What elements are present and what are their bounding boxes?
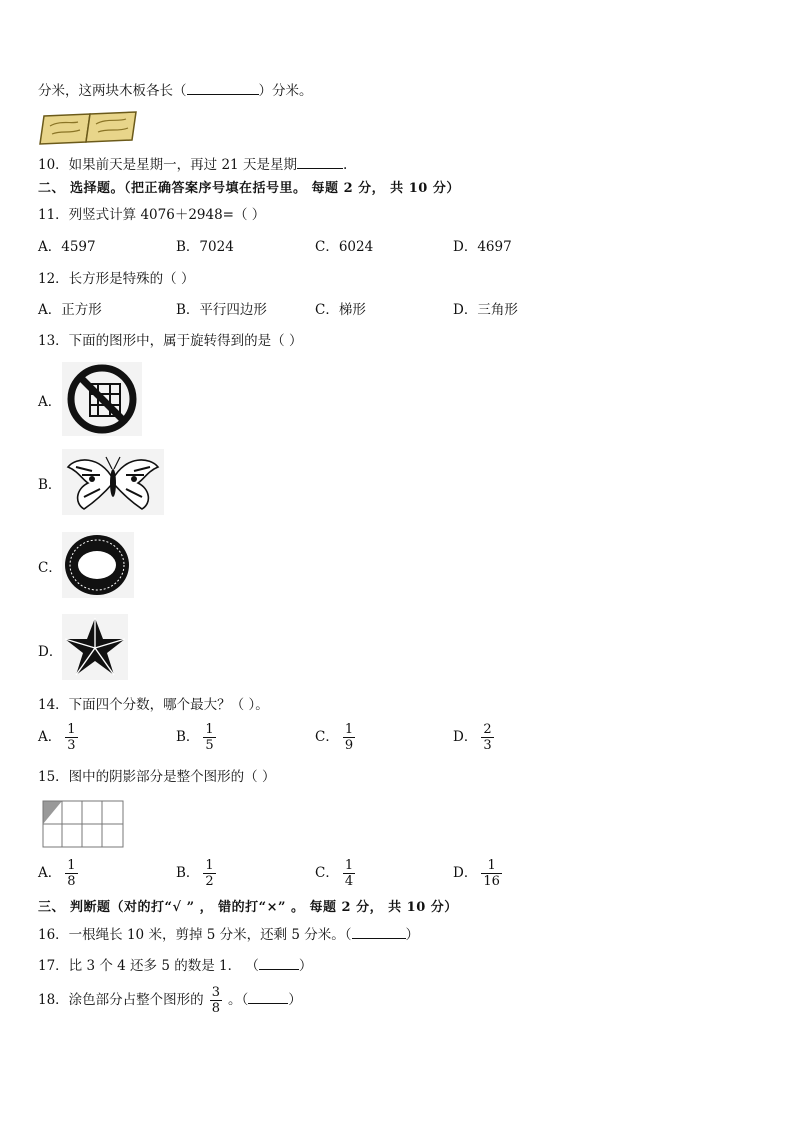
no-books-sign-image: [62, 362, 142, 436]
q10-line: [38, 156, 347, 174]
q12-option-b[interactable]: B．平行四边形: [176, 302, 267, 318]
q15-option-c-label: C．: [315, 865, 339, 881]
fraction-numerator: 1: [67, 722, 76, 737]
q9-text-a: 分米，这两块木板各长（: [38, 83, 187, 99]
q11-text: 11．列竖式计算 4076＋2948=（ ）: [38, 207, 266, 223]
q15-option-a[interactable]: [38, 858, 78, 889]
section2-title: 二、 选择题。（把正确答案序号填在括号里。 每题 2 分， 共 10 分）: [38, 181, 460, 196]
fraction: [65, 858, 77, 889]
q14-option-d-label: D．: [453, 729, 478, 745]
q18-text-a: 18．涂色部分占整个图形的: [38, 992, 204, 1008]
q17-text-b: ）: [298, 958, 313, 974]
grid-figure: [42, 800, 124, 848]
fraction: [481, 858, 502, 889]
q9-text-b: ）分米。: [258, 83, 313, 99]
fraction-numerator: 1: [487, 858, 496, 873]
q14-option-c-label: C．: [315, 729, 339, 745]
q14-option-d[interactable]: [453, 722, 494, 753]
q11-option-d[interactable]: D．4697: [453, 239, 512, 255]
q12-text: 12．长方形是特殊的（ ）: [38, 271, 195, 287]
section3-title: 三、 判断题（对的打“√ ” ， 错的打“×” 。 每题 2 分， 共 10 分）: [38, 900, 458, 915]
fraction: [481, 722, 493, 753]
q13-option-b-label[interactable]: B．: [38, 477, 62, 493]
q18-text-c: ）: [288, 992, 302, 1008]
q16-answer-blank[interactable]: [352, 926, 406, 939]
fraction: [203, 722, 215, 753]
fraction: [203, 858, 215, 889]
q15-option-d-label: D．: [453, 865, 478, 881]
ring-image: [62, 532, 134, 598]
fraction: [210, 985, 222, 1016]
q14-option-b-label: B．: [176, 729, 200, 745]
fraction-denominator: 2: [205, 874, 214, 889]
q16-text-b: ）: [405, 927, 420, 943]
q10-text: 10．如果前天是星期一，再过 21 天是星期: [38, 157, 297, 173]
fraction-numerator: 2: [483, 722, 492, 737]
q12-option-a[interactable]: A．正方形: [38, 302, 102, 318]
q9-answer-blank[interactable]: [187, 82, 259, 95]
q11-option-c[interactable]: C．6024: [315, 239, 374, 255]
wood-boards-image: [38, 110, 140, 146]
fraction-denominator: 3: [483, 738, 492, 753]
fraction-denominator: 8: [211, 1001, 220, 1016]
q17-answer-blank[interactable]: [259, 957, 299, 970]
fraction-numerator: 1: [205, 858, 214, 873]
q16-text-a: 16．一根绳长 10 米，剪掉 5 分米，还剩 5 分米。（: [38, 927, 352, 943]
fraction-denominator: 3: [67, 738, 76, 753]
q10-end: .: [342, 157, 348, 173]
q13-option-d-label[interactable]: D．: [38, 644, 63, 660]
q13-option-c-label[interactable]: C．: [38, 560, 62, 576]
q14-text: 14．下面四个分数，哪个最大？（ ）。: [38, 697, 269, 713]
fraction-numerator: 1: [67, 858, 76, 873]
q11-option-b[interactable]: B．7024: [176, 239, 234, 255]
fraction-numerator: 1: [205, 722, 214, 737]
q14-option-a-label: A．: [38, 729, 62, 745]
fraction-denominator: 8: [67, 874, 76, 889]
q15-option-c[interactable]: [315, 858, 355, 889]
fraction: [343, 722, 355, 753]
star-image: [62, 614, 128, 680]
fraction-numerator: 1: [344, 722, 354, 737]
q13-text: 13．下面的图形中，属于旋转得到的是（ ）: [38, 333, 303, 349]
q13-option-a-label[interactable]: A．: [38, 394, 62, 410]
fraction: [65, 722, 77, 753]
q12-option-c[interactable]: C．梯形: [315, 302, 366, 318]
q12-option-d[interactable]: D．三角形: [453, 302, 518, 318]
q17-text-a: 17．比 3 个 4 还多 5 的数是 1． （: [38, 958, 259, 974]
fraction-denominator: 16: [483, 874, 500, 889]
fraction-denominator: 4: [344, 874, 354, 889]
q15-option-b-label: B．: [176, 865, 200, 881]
q18-line: [38, 985, 302, 1016]
q17-line: [38, 957, 312, 975]
fraction-numerator: 1: [344, 858, 354, 873]
q10-answer-blank[interactable]: [297, 156, 343, 169]
butterfly-image: [62, 449, 164, 515]
fraction: [343, 858, 355, 889]
q15-option-d[interactable]: [453, 858, 502, 889]
q11-option-a[interactable]: A．4597: [38, 239, 96, 255]
fraction-numerator: 3: [211, 985, 220, 1000]
q15-option-b[interactable]: [176, 858, 216, 889]
q16-line: [38, 926, 419, 944]
q18-answer-blank[interactable]: [248, 991, 288, 1004]
q14-option-c[interactable]: [315, 722, 355, 753]
q9-line: [38, 82, 313, 100]
q14-option-b[interactable]: [176, 722, 216, 753]
q14-option-a[interactable]: [38, 722, 78, 753]
fraction-denominator: 5: [205, 738, 214, 753]
fraction-denominator: 9: [344, 738, 354, 753]
q15-option-a-label: A．: [38, 865, 62, 881]
q18-text-b: 。（: [227, 992, 249, 1008]
q15-text: 15．图中的阴影部分是整个图形的（ ）: [38, 769, 276, 785]
